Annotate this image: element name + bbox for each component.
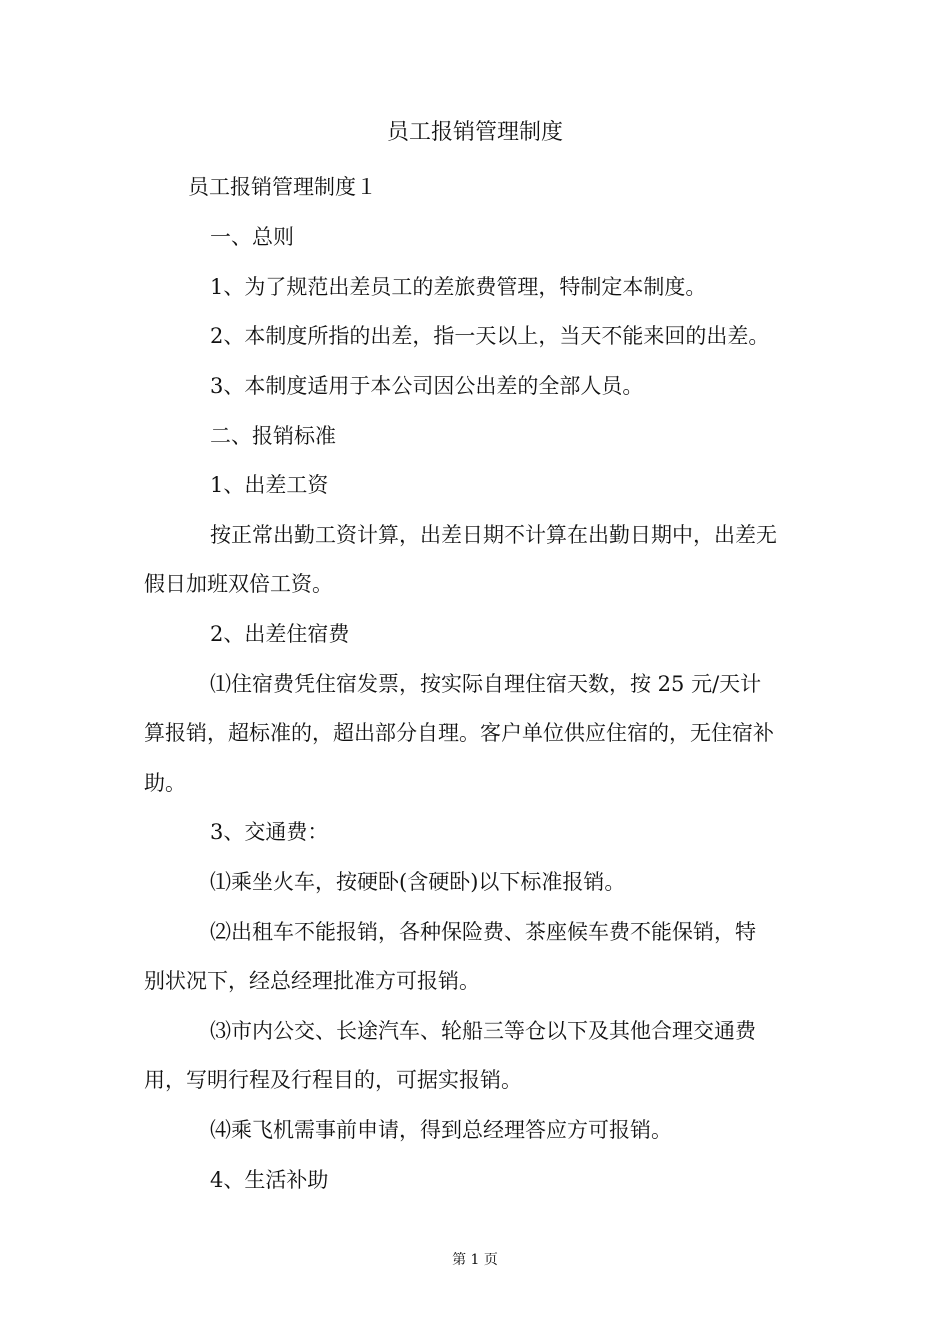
document-subtitle: 员工报销管理制度１ xyxy=(188,175,377,199)
paragraph-continuation: 假日加班双倍工资。 xyxy=(144,572,333,596)
paragraph: 3、本制度适用于本公司因公出差的全部人员。 xyxy=(210,374,644,398)
paragraph-continuation: 算报销，超标准的，超出部分自理。客户单位供应住宿的，无住宿补 xyxy=(144,721,774,745)
paragraph: ⑶市内公交、长途汽车、轮船三等仓以下及其他合理交通费 xyxy=(210,1019,756,1043)
paragraph-continuation: 助。 xyxy=(144,771,186,795)
paragraph: 1、为了规范出差员工的差旅费管理，特制定本制度。 xyxy=(210,275,707,299)
subsection-heading: 3、交通费： xyxy=(210,820,329,844)
paragraph: ⑷乘飞机需事前申请，得到总经理答应方可报销。 xyxy=(210,1118,672,1142)
page-number: 第 1 页 xyxy=(452,1252,498,1268)
paragraph-continuation: 用，写明行程及行程目的，可据实报销。 xyxy=(144,1068,522,1092)
paragraph-continuation: 别状况下，经总经理批准方可报销。 xyxy=(144,969,480,993)
section-heading-general: 一、总则 xyxy=(210,225,294,249)
paragraph: ⑵出租车不能报销，各种保险费、茶座候车费不能保销，特 xyxy=(210,920,756,944)
paragraph: ⑴住宿费凭住宿发票，按实际自理住宿天数，按 25 元/天计 xyxy=(210,672,762,696)
subsection-heading: 2、出差住宿费 xyxy=(210,622,350,646)
paragraph: ⑴乘坐火车，按硬卧(含硬卧)以下标准报销。 xyxy=(210,870,626,894)
paragraph: 2、本制度所指的出差，指一天以上，当天不能来回的出差。 xyxy=(210,324,770,348)
subsection-heading: 4、生活补助 xyxy=(210,1168,329,1192)
section-heading-standards: 二、报销标准 xyxy=(210,424,336,448)
paragraph: 按正常出勤工资计算，出差日期不计算在出勤日期中，出差无 xyxy=(210,523,777,547)
subsection-heading: 1、出差工资 xyxy=(210,473,329,497)
document-title: 员工报销管理制度 xyxy=(386,120,563,145)
